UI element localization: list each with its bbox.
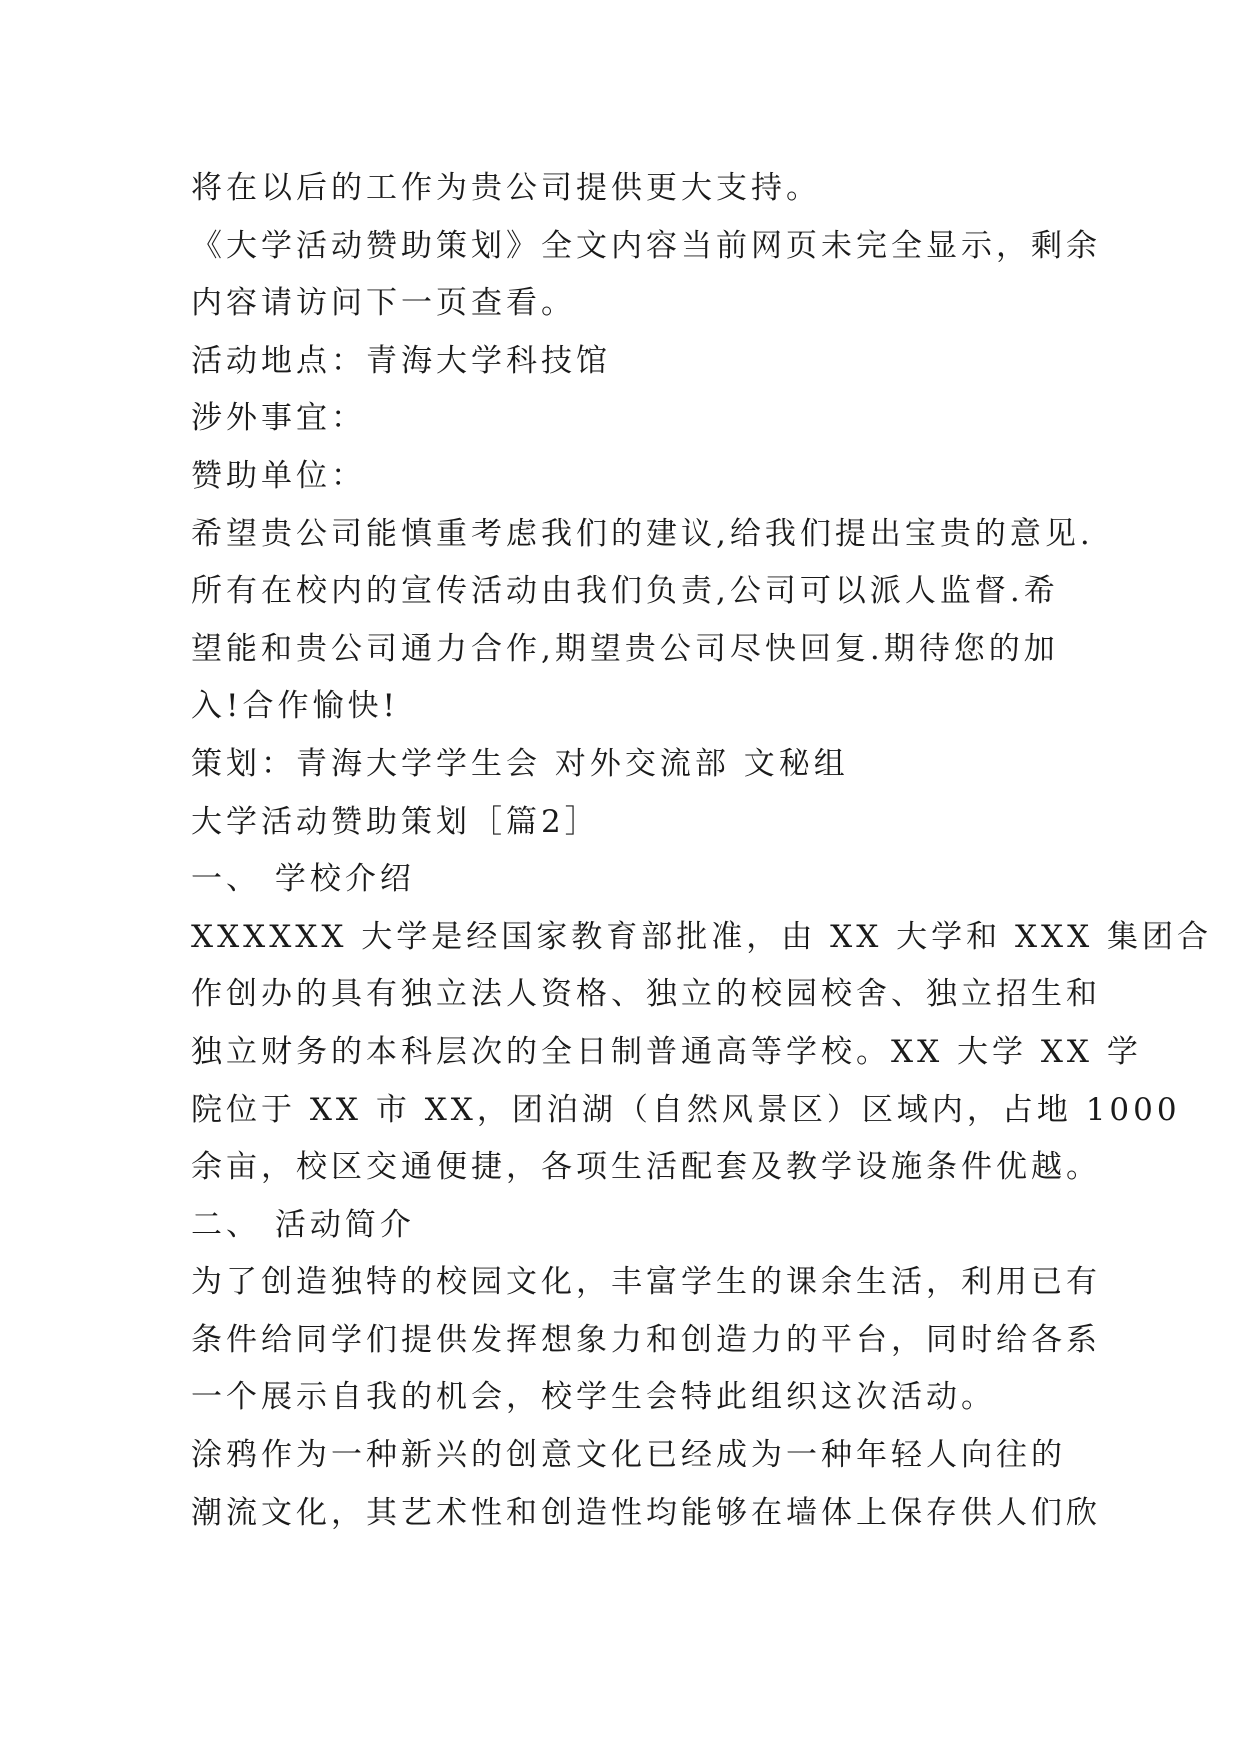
text-line: XXXXXX 大学是经国家教育部批准，由 XX 大学和 XXX 集团合 <box>191 918 1213 955</box>
text-line: 作创办的具有独立法人资格、独立的校园校舍、独立招生和 <box>191 976 1101 1013</box>
text-line: 潮流文化，其艺术性和创造性均能够在墙体上保存供人们欣 <box>191 1494 1101 1531</box>
text-line: 独立财务的本科层次的全日制普通高等学校。XX 大学 XX 学 <box>191 1033 1142 1070</box>
text-line: 涂鸦作为一种新兴的创意文化已经成为一种年轻人向往的 <box>191 1437 1066 1474</box>
text-line: 活动地点：青海大学科技馆 <box>191 342 611 379</box>
text-line: 内容请访问下一页查看。 <box>191 285 576 322</box>
text-line: 希望贵公司能慎重考虑我们的建议,给我们提出宝贵的意见. <box>191 515 1094 552</box>
text-line: 赞助单位： <box>191 457 366 494</box>
text-line: 入!合作愉快! <box>191 688 399 725</box>
text-line: 将在以后的工作为贵公司提供更大支持。 <box>191 170 821 206</box>
text-line: 一个展示自我的机会，校学生会特此组织这次活动。 <box>191 1379 996 1416</box>
document-body <box>191 160 1213 1542</box>
text-line: 条件给同学们提供发挥想象力和创造力的平台，同时给各系 <box>191 1321 1101 1358</box>
text-line: 望能和贵公司通力合作,期望贵公司尽快回复.期待您的加 <box>191 630 1059 667</box>
text-line: 余亩，校区交通便捷，各项生活配套及教学设施条件优越。 <box>191 1149 1101 1186</box>
text-line: 院位于 XX 市 XX，团泊湖（自然风景区）区域内，占地 1000 <box>191 1091 1181 1128</box>
text-line: 为了创造独特的校园文化，丰富学生的课余生活，利用已有 <box>191 1264 1101 1301</box>
text-line: 所有在校内的宣传活动由我们负责,公司可以派人监督.希 <box>191 573 1059 610</box>
text-line: 《大学活动赞助策划》全文内容当前网页未完全显示，剩余 <box>191 227 1101 264</box>
section-heading: 一、 学校介绍 <box>191 861 415 898</box>
section-title: 大学活动赞助策划［篇2］ <box>191 803 600 840</box>
section-heading: 二、 活动简介 <box>191 1206 415 1243</box>
text-line: 涉外事宜： <box>191 400 366 437</box>
text-line: 策划：青海大学学生会 对外交流部 文秘组 <box>191 745 849 782</box>
